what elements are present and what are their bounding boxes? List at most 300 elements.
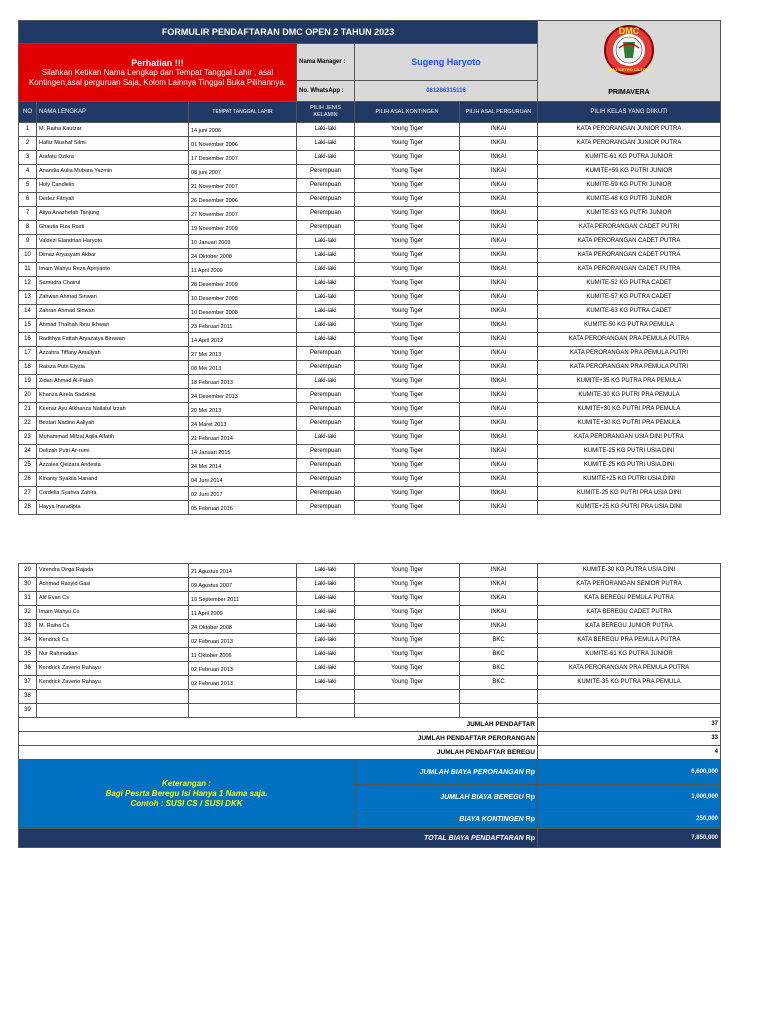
keterangan-box [19,760,355,829]
row-ttl[interactable]: 10 September 2011 [189,592,297,606]
row-kelas[interactable]: KATA PERORANGAN CADET PUTRA [538,249,721,263]
table-row [19,137,721,151]
row-nama[interactable]: Imam Wahyu Cs [37,606,189,620]
row-perguruan[interactable]: INKAI [460,564,538,578]
row-nama[interactable]: Kendrick Zaverio Rahayu [37,662,189,676]
row-ttl[interactable]: 01 November 2006 [189,137,297,151]
table-row [19,277,721,291]
row-perguruan[interactable]: INKAI [460,151,538,165]
row-nama[interactable]: Virendra Dirga Rajada [37,564,189,578]
row-nama[interactable]: Keenar Ayu Alkhanza Nailatul Izzah [37,403,189,417]
row-perguruan[interactable]: INKAI [460,193,538,207]
row-ttl[interactable]: 14 juni 2006 [189,123,297,137]
row-kelas[interactable]: KATA BEREGU PRA PEMULA PUTRA [538,634,721,648]
row-kontingen[interactable]: Young Tiger [355,431,460,445]
row-jenis-kelamin[interactable]: Laki-laki [297,662,355,676]
row-kelas[interactable]: KUMITE+35 KG PUTRA PRA PEMULA [538,375,721,389]
table-row [19,592,721,606]
row-perguruan[interactable]: INKAI [460,592,538,606]
row-number: 34 [19,634,37,648]
row-jenis-kelamin[interactable]: Perempuan [297,473,355,487]
row-ttl[interactable]: 28 Desember 2009 [189,277,297,291]
row-kelas[interactable]: KUMITE-50 KG PUTRA PEMULA [538,319,721,333]
row-jenis-kelamin[interactable]: Laki-laki [297,592,355,606]
row-perguruan[interactable]: INKAI [460,459,538,473]
row-kelas[interactable]: KATA PERORANGAN PRA PEMULA PUTRI [538,361,721,375]
biaya-beregu-value: 1,000,000 [538,785,721,810]
row-ttl[interactable]: 02 Februari 2013 [189,662,297,676]
row-kontingen[interactable]: Young Tiger [355,417,460,431]
row-kontingen[interactable]: Young Tiger [355,634,460,648]
row-ttl[interactable] [189,704,297,718]
row-ttl[interactable]: 11 Oktober 2006 [189,648,297,662]
row-nama[interactable]: Hafiiz Mushaf Silmi [37,137,189,151]
row-kontingen[interactable]: Young Tiger [355,501,460,515]
table-row [19,501,721,515]
row-number: 27 [19,487,37,501]
row-perguruan[interactable]: INKAI [460,291,538,305]
biaya-beregu-label: JUMLAH BIAYA BEREGU Rp [355,785,538,810]
table-row [19,291,721,305]
row-kelas[interactable]: KUMITE-48 KG PUTRI JUNIOR [538,193,721,207]
table-row [19,634,721,648]
row-kontingen[interactable]: Young Tiger [355,403,460,417]
row-kontingen[interactable]: Young Tiger [355,221,460,235]
row-perguruan[interactable]: INKAI [460,235,538,249]
row-kelas[interactable]: KUMITE+25 KG PUTRI USIA DINI [538,473,721,487]
row-kontingen[interactable]: Young Tiger [355,193,460,207]
row-perguruan[interactable]: INKAI [460,620,538,634]
total-value: 7,850,000 [538,829,721,848]
row-kelas[interactable]: KUMITE-63 KG PUTRA CADET [538,305,721,319]
row-kontingen[interactable]: Young Tiger [355,347,460,361]
row-perguruan[interactable]: INKAI [460,249,538,263]
row-perguruan[interactable]: BKC [460,676,538,690]
row-ttl[interactable]: 02 Februari 2013 [189,676,297,690]
table-row [19,389,721,403]
row-perguruan[interactable]: INKAI [460,123,538,137]
row-nama[interactable]: Ghautia Fiza Rasti [37,221,189,235]
row-ttl[interactable]: 11 April 2009 [189,606,297,620]
row-ttl[interactable]: 18 Februari 2013 [189,375,297,389]
manager-value[interactable]: Sugeng Haryoto [355,44,538,81]
row-ttl[interactable]: 24 Mei 2014 [189,459,297,473]
row-ttl[interactable]: 24 Oktober 2008 [189,620,297,634]
row-perguruan[interactable]: INKAI [460,221,538,235]
row-jenis-kelamin[interactable]: Laki-laki [297,676,355,690]
row-ttl[interactable]: 23 Februari 2011 [189,319,297,333]
row-ttl[interactable]: 08 Mei 2013 [189,361,297,375]
row-perguruan[interactable]: INKAI [460,487,538,501]
table-row [19,487,721,501]
row-jenis-kelamin[interactable]: Perempuan [297,403,355,417]
jumlah-perorangan-value: 33 [538,732,721,746]
row-nama[interactable]: M. Raiha Kautzar [37,123,189,137]
row-kontingen[interactable] [355,690,460,704]
row-ttl[interactable]: 14 Januari 2015 [189,445,297,459]
row-kontingen[interactable]: Young Tiger [355,487,460,501]
row-kontingen[interactable]: Young Tiger [355,291,460,305]
row-kontingen[interactable]: Young Tiger [355,620,460,634]
row-perguruan[interactable]: INKAI [460,431,538,445]
row-ttl[interactable]: 19 November 2009 [189,221,297,235]
row-kontingen[interactable]: Young Tiger [355,676,460,690]
row-jenis-kelamin[interactable]: Laki-laki [297,305,355,319]
jumlah-beregu-label: JUMLAH PENDAFTAR BEREGU [19,746,538,760]
row-ttl[interactable]: 10 Desember 2008 [189,305,297,319]
row-perguruan[interactable]: INKAI [460,417,538,431]
col-kontingen: PILIH ASAL KONTINGEN [355,102,460,123]
row-kelas[interactable]: KATA PERORANGAN CADET PUTRI [538,221,721,235]
row-kelas[interactable]: KUMITE-35 KG PUTRA PRA PEMULA [538,676,721,690]
row-number: 15 [19,319,37,333]
row-ttl[interactable] [189,690,297,704]
row-perguruan[interactable]: INKAI [460,501,538,515]
row-perguruan[interactable]: INKAI [460,445,538,459]
row-ttl[interactable]: 14 April 2012 [189,333,297,347]
row-kontingen[interactable]: Young Tiger [355,648,460,662]
row-jenis-kelamin[interactable]: Laki-laki [297,564,355,578]
row-number: 7 [19,207,37,221]
row-jenis-kelamin[interactable]: Laki-laki [297,137,355,151]
row-number: 35 [19,648,37,662]
row-jenis-kelamin[interactable]: Laki-laki [297,333,355,347]
row-jenis-kelamin[interactable]: Perempuan [297,165,355,179]
row-ttl[interactable]: 21 November 2007 [189,179,297,193]
column-header-row [19,102,721,123]
row-jenis-kelamin[interactable]: Perempuan [297,347,355,361]
row-kontingen[interactable]: Young Tiger [355,361,460,375]
row-perguruan[interactable]: INKAI [460,578,538,592]
row-jenis-kelamin[interactable]: Laki-laki [297,634,355,648]
row-kontingen[interactable]: Young Tiger [355,606,460,620]
row-nama[interactable]: Bestari Nadine Aaliyah [37,417,189,431]
row-kelas[interactable]: KUMITE-25 KG PUTRI USIA DINI [538,459,721,473]
row-ttl[interactable]: 02 Februari 2013 [189,634,297,648]
row-kelas[interactable]: KUMITE-61 KG PUTRA JUNIOR [538,151,721,165]
row-nama[interactable]: Hayya Inaradipta [37,501,189,515]
row-kontingen[interactable]: Young Tiger [355,564,460,578]
table-row [19,648,721,662]
row-jenis-kelamin[interactable]: Laki-laki [297,648,355,662]
row-kontingen[interactable]: Young Tiger [355,179,460,193]
row-jenis-kelamin[interactable]: Perempuan [297,193,355,207]
row-ttl[interactable]: 27 Mei 2013 [189,347,297,361]
row-perguruan[interactable]: INKAI [460,606,538,620]
row-nama[interactable]: Muhammad Mifzal Aqila Alfatih [37,431,189,445]
keterangan-line2: Contoh : SUSI CS / SUSI DKK [130,799,243,808]
row-nama[interactable]: Azzalea Qeizara Andesta [37,459,189,473]
table-row [19,690,721,704]
table-row [19,151,721,165]
row-nama[interactable]: Azzahra Tiffany Amaliyah [37,347,189,361]
row-kelas[interactable]: KATA PERORANGAN PRA PEMULA PUTRA [538,662,721,676]
row-kelas[interactable]: KUMITE-59 KG PUTRI JUNIOR [538,179,721,193]
registration-form-top [18,20,721,515]
table-row [19,319,721,333]
row-perguruan[interactable]: INKAI [460,277,538,291]
registration-form-bottom [18,563,721,848]
row-kontingen[interactable]: Young Tiger [355,123,460,137]
row-ttl[interactable]: 24 Maret 2013 [189,417,297,431]
row-perguruan[interactable]: BKC [460,634,538,648]
col-ttl: TEMPAT TANGGAL LAHIR [189,102,297,123]
row-jenis-kelamin[interactable]: Perempuan [297,361,355,375]
manager-label: Nama Manager : [297,44,355,81]
row-kelas[interactable]: KUMITE+59 KG PUTRI JUNIOR [538,165,721,179]
row-ttl[interactable]: 21 Februari 2014 [189,431,297,445]
row-perguruan[interactable]: INKAI [460,347,538,361]
row-number: 16 [19,333,37,347]
row-jenis-kelamin[interactable]: Laki-laki [297,123,355,137]
table-row [19,417,721,431]
row-number: 20 [19,389,37,403]
jumlah-pendaftar-value: 37 [538,718,721,732]
row-jenis-kelamin[interactable]: Perempuan [297,459,355,473]
row-kontingen[interactable]: Young Tiger [355,578,460,592]
row-perguruan[interactable]: INKAI [460,375,538,389]
row-kelas[interactable]: KUMITE-25 KG PUTRI USIA DINI [538,445,721,459]
table-row [19,207,721,221]
row-ttl[interactable]: 27 November 2007 [189,207,297,221]
whatsapp-label: No. WhatsApp : [297,81,355,102]
row-jenis-kelamin[interactable]: Laki-laki [297,319,355,333]
row-ttl[interactable]: 04 Juni 2014 [189,473,297,487]
table-row [19,361,721,375]
row-perguruan[interactable]: INKAI [460,137,538,151]
row-perguruan[interactable]: INKAI [460,165,538,179]
row-ttl[interactable]: 05 Februari 2016 [189,501,297,515]
attention-text: Silahkan Ketikan Nama Lengkap dan Tempat Tanggal Lahir , asal Kontingen,asal perguruan Saja, Kolom Lainnya Tinggal Buka Pilihannya. [28,67,287,87]
row-jenis-kelamin[interactable]: Laki-laki [297,263,355,277]
total-label: TOTAL BIAYA PENDAFTARAN Rp [19,829,538,848]
row-kelas[interactable]: KATA PERORANGAN SENIOR PUTRA [538,578,721,592]
row-nama[interactable]: Aliya Anazhefah Tanjung [37,207,189,221]
row-nama[interactable]: Khanza Airela Sadzlina [37,389,189,403]
row-jenis-kelamin[interactable]: Perempuan [297,389,355,403]
row-jenis-kelamin[interactable]: Perempuan [297,417,355,431]
row-kontingen[interactable]: Young Tiger [355,389,460,403]
table-row [19,578,721,592]
row-kontingen[interactable]: Young Tiger [355,151,460,165]
row-kelas[interactable] [538,704,721,718]
row-nama[interactable]: Ahmad Thalhah Ibnu Ikhwan [37,319,189,333]
biaya-kontingen-value: 250,000 [538,810,721,829]
row-number: 31 [19,592,37,606]
row-nama[interactable]: Samudra Chairul [37,277,189,291]
row-jenis-kelamin[interactable]: Laki-laki [297,620,355,634]
row-kelas[interactable]: KUMITE-57 KG PUTRA CADET [538,291,721,305]
row-ttl[interactable]: 10 Desember 2008 [189,291,297,305]
jumlah-perorangan-label: JUMLAH PENDAFTAR PERORANGAN [19,732,538,746]
row-nama[interactable]: Zahran Ahmad Sinwan [37,305,189,319]
row-nama[interactable]: Achmad Rasyid Gasi [37,578,189,592]
row-kontingen[interactable]: Young Tiger [355,319,460,333]
table-row [19,620,721,634]
row-kontingen[interactable]: Young Tiger [355,445,460,459]
table-row [19,263,721,277]
row-kelas[interactable]: KUMITE-52 KG PUTRA CADET [538,277,721,291]
row-kontingen[interactable]: Young Tiger [355,473,460,487]
row-kelas[interactable]: KATA PERORANGAN CADET PUTRA [538,263,721,277]
row-nama[interactable]: Alif Evan Cs [37,592,189,606]
table-row [19,606,721,620]
row-kelas[interactable] [538,690,721,704]
row-ttl[interactable]: 08 juni 2007 [189,165,297,179]
dmc-logo [589,24,669,82]
row-number: 38 [19,690,37,704]
row-jenis-kelamin[interactable]: Perempuan [297,221,355,235]
row-jenis-kelamin[interactable]: Laki-laki [297,249,355,263]
row-perguruan[interactable]: INKAI [460,207,538,221]
row-jenis-kelamin[interactable]: Laki-laki [297,235,355,249]
row-perguruan[interactable]: INKAI [460,473,538,487]
row-jenis-kelamin[interactable]: Perempuan [297,207,355,221]
row-jenis-kelamin[interactable]: Perempuan [297,501,355,515]
row-kelas[interactable]: KATA PERORANGAN PRA PEMULA PUTRI [538,347,721,361]
row-perguruan[interactable]: INKAI [460,361,538,375]
row-ttl[interactable]: 09 Agustus 2007 [189,578,297,592]
row-ttl[interactable]: 20 Mei 2013 [189,403,297,417]
table-row [19,564,721,578]
row-nama[interactable]: Kinanty Syakila Hanand [37,473,189,487]
row-jenis-kelamin[interactable]: Perempuan [297,179,355,193]
row-nama[interactable]: Raisza Putri Elyzia [37,361,189,375]
row-kontingen[interactable]: Young Tiger [355,165,460,179]
row-kelas[interactable]: KUMITE-25 KG PUTRI PRA USIA DINI [538,487,721,501]
row-kontingen[interactable]: Young Tiger [355,137,460,151]
row-kontingen[interactable]: Young Tiger [355,235,460,249]
row-number: 6 [19,193,37,207]
row-kontingen[interactable]: Young Tiger [355,277,460,291]
row-kontingen[interactable]: Young Tiger [355,375,460,389]
row-nama[interactable]: Holy Candlelin [37,179,189,193]
keterangan-line1: Bagi Pesrta Beregu Isi Hanya 1 Nama saja. [105,789,268,798]
row-ttl[interactable]: 02 Juni 2017 [189,487,297,501]
row-nama[interactable]: Valdezi Elandrian Haryoto [37,235,189,249]
row-kelas[interactable]: KUMITE-30 KG PUTRA USIA DINI [538,564,721,578]
row-nama[interactable]: Zahwan Ahmad Sinwan [37,291,189,305]
logo-cell [538,21,721,102]
row-nama[interactable]: Kendrick Cs [37,634,189,648]
row-perguruan[interactable]: INKAI [460,263,538,277]
row-nama[interactable] [37,690,189,704]
row-kelas[interactable]: KATA BEREGU PEMULA PUTRA [538,592,721,606]
row-jenis-kelamin[interactable]: Laki-laki [297,578,355,592]
row-number: 8 [19,221,37,235]
row-perguruan[interactable]: INKAI [460,319,538,333]
row-ttl[interactable]: 11 April 2009 [189,263,297,277]
row-perguruan[interactable]: BKC [460,648,538,662]
row-number: 21 [19,403,37,417]
col-nama: NAMA LENGKAP [37,102,189,123]
row-perguruan[interactable]: INKAI [460,305,538,319]
row-ttl[interactable]: 24 Oktober 2008 [189,249,297,263]
row-kelas[interactable]: KUMITE+30 KG PUTRI PRA PEMULA [538,417,721,431]
row-nama[interactable]: Dimaz Aryasyam Akbar [37,249,189,263]
row-kontingen[interactable]: Young Tiger [355,459,460,473]
row-kontingen[interactable]: Young Tiger [355,592,460,606]
row-jenis-kelamin[interactable]: Laki-laki [297,291,355,305]
row-kelas[interactable]: KATA PERORANGAN JUNIOR PUTRA [538,137,721,151]
row-number: 22 [19,417,37,431]
row-ttl[interactable]: 21 Agustus 2014 [189,564,297,578]
row-nama[interactable]: Kendrick Zaverio Rahayu [37,676,189,690]
row-nama[interactable]: M. Raiha Cs [37,620,189,634]
row-kelas[interactable]: KUMITE-53 KG PUTRI JUNIOR [538,207,721,221]
row-nama[interactable]: Delizah Putri Ar-rumi [37,445,189,459]
row-ttl[interactable]: 24 Desember 2013 [189,389,297,403]
row-nama[interactable]: Nur Rahmadian [37,648,189,662]
row-kontingen[interactable]: Young Tiger [355,333,460,347]
row-perguruan[interactable]: INKAI [460,403,538,417]
row-kelas[interactable]: KATA PERORANGAN USIA DINI PUTRA [538,431,721,445]
row-kelas[interactable]: KATA PERORANGAN JUNIOR PUTRA [538,123,721,137]
row-perguruan[interactable]: BKC [460,662,538,676]
table-row [19,403,721,417]
row-ttl[interactable]: 10 Januari 2009 [189,235,297,249]
row-perguruan[interactable]: INKAI [460,179,538,193]
row-kontingen[interactable]: Young Tiger [355,249,460,263]
row-ttl[interactable]: 26 Desember 2006 [189,193,297,207]
attention-box [19,44,297,102]
row-nama[interactable] [37,704,189,718]
row-kontingen[interactable]: Young Tiger [355,662,460,676]
row-nama[interactable]: Cordelia Syahva Zahira [37,487,189,501]
row-kelas[interactable]: KUMITE-30 KG PUTRI PRA PEMULA [538,389,721,403]
row-kelas[interactable]: KUMITE+30 KG PUTRI PRA PEMULA [538,403,721,417]
biaya-perorangan-label: JUMLAH BIAYA PERORANGAN Rp [355,760,538,785]
row-perguruan[interactable]: INKAI [460,333,538,347]
row-nama[interactable]: Imam Wahyu Reza Apriyanto [37,263,189,277]
row-kontingen[interactable] [355,704,460,718]
row-kontingen[interactable]: Young Tiger [355,207,460,221]
row-kelas[interactable]: KATA BEREGU CADET PUTRA [538,606,721,620]
whatsapp-value[interactable]: 081286315116 [355,81,538,102]
row-kelas[interactable]: KATA PERORANGAN PRA PEMULA PUTRA [538,333,721,347]
row-nama[interactable]: Zidan Ahmad Al-Fatah [37,375,189,389]
row-kontingen[interactable]: Young Tiger [355,305,460,319]
row-jenis-kelamin[interactable] [297,704,355,718]
row-kelas[interactable]: KUMITE+25 KG PUTRI PRA USIA DINI [538,501,721,515]
row-jenis-kelamin[interactable]: Perempuan [297,445,355,459]
row-jenis-kelamin[interactable]: Laki-laki [297,277,355,291]
keterangan-title: Keterangan : [162,779,211,788]
row-nama[interactable]: Dedez Fitriyah [37,193,189,207]
row-nama[interactable]: Anandia Aulia Mubara Yazmin [37,165,189,179]
row-jenis-kelamin[interactable]: Laki-laki [297,151,355,165]
row-jenis-kelamin[interactable]: Laki-laki [297,606,355,620]
row-jenis-kelamin[interactable]: Laki-laki [297,375,355,389]
table-row [19,676,721,690]
row-jenis-kelamin[interactable] [297,690,355,704]
row-number: 4 [19,165,37,179]
row-nama[interactable]: Radithya Fattah Aryazatya Birawan [37,333,189,347]
row-jenis-kelamin[interactable]: Perempuan [297,487,355,501]
row-perguruan[interactable] [460,704,538,718]
row-jenis-kelamin[interactable]: Laki-laki [297,431,355,445]
row-kelas[interactable]: KATA BEREGU JUNIOR PUTRA [538,620,721,634]
row-kelas[interactable]: KUMITE-61 KG PUTRA JUNIOR [538,648,721,662]
row-ttl[interactable]: 17 Desember 2007 [189,151,297,165]
row-nama[interactable]: Arafatu Dzikra [37,151,189,165]
row-kelas[interactable]: KATA PERORANGAN CADET PUTRA [538,235,721,249]
row-perguruan[interactable]: INKAI [460,389,538,403]
row-number: 36 [19,662,37,676]
row-perguruan[interactable] [460,690,538,704]
table-row [19,249,721,263]
row-kontingen[interactable]: Young Tiger [355,263,460,277]
